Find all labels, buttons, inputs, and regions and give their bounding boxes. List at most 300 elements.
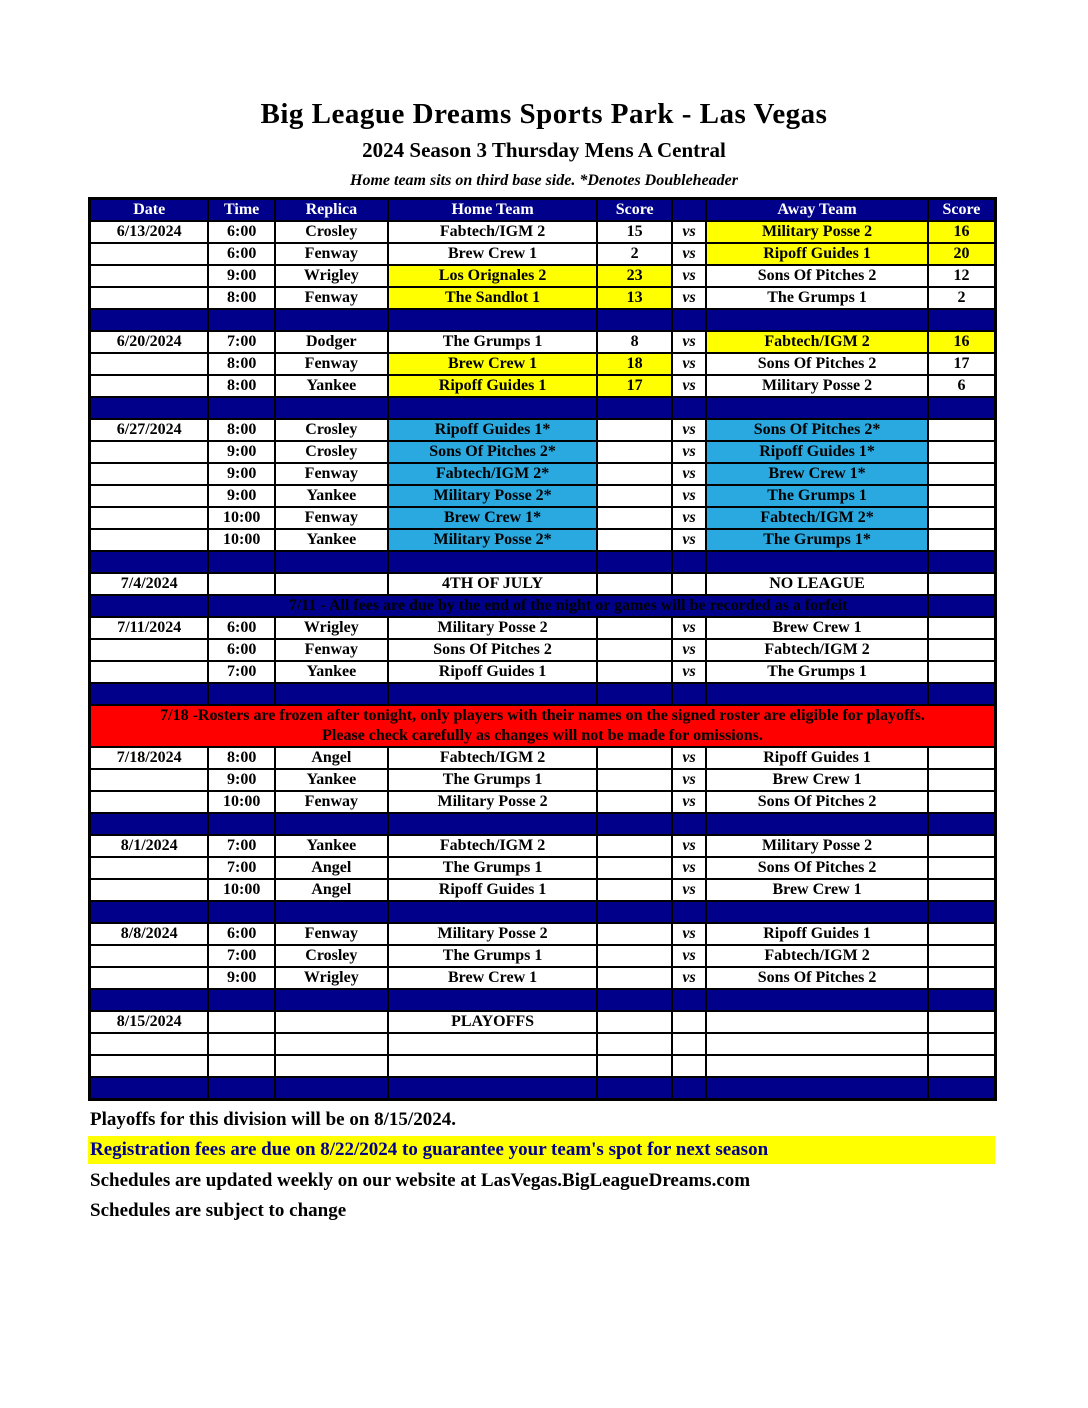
replica-cell: Fenway <box>275 463 388 485</box>
home-team-cell: The Grumps 1 <box>388 331 598 353</box>
date-cell: 8/1/2024 <box>90 835 209 857</box>
time-cell: 8:00 <box>208 353 275 375</box>
time-cell: 7:00 <box>208 857 275 879</box>
home-score-cell <box>597 1011 672 1033</box>
replica-cell: Wrigley <box>275 967 388 989</box>
game-row <box>90 375 996 397</box>
separator-cell <box>388 901 598 923</box>
date-cell: 7/11/2024 <box>90 617 209 639</box>
home-team-cell: Fabtech/IGM 2 <box>388 747 598 769</box>
game-row <box>90 617 996 639</box>
home-score-cell: 2 <box>597 243 672 265</box>
date-cell <box>90 463 209 485</box>
separator-cell <box>275 309 388 331</box>
separator-cell <box>388 683 598 705</box>
time-cell: 10:00 <box>208 791 275 813</box>
replica-cell: Crosley <box>275 419 388 441</box>
separator-cell <box>672 309 706 331</box>
away-score-cell <box>928 791 996 813</box>
separator-cell <box>208 901 275 923</box>
home-score-cell <box>597 945 672 967</box>
time-cell: 7:00 <box>208 835 275 857</box>
replica-cell: Fenway <box>275 923 388 945</box>
home-team-cell: PLAYOFFS <box>388 1011 598 1033</box>
replica-cell: Angel <box>275 857 388 879</box>
home-team-cell: Ripoff Guides 1 <box>388 375 598 397</box>
separator-cell <box>90 901 209 923</box>
time-cell: 6:00 <box>208 221 275 243</box>
away-score-cell <box>928 1011 996 1033</box>
home-team-cell: The Grumps 1 <box>388 769 598 791</box>
vs-cell: vs <box>672 835 706 857</box>
empty-cell <box>90 1033 209 1055</box>
vs-cell: vs <box>672 923 706 945</box>
time-cell: 9:00 <box>208 265 275 287</box>
away-score-cell: 2 <box>928 287 996 309</box>
time-cell: 10:00 <box>208 507 275 529</box>
vs-cell: vs <box>672 441 706 463</box>
vs-cell <box>672 1011 706 1033</box>
home-score-cell <box>597 419 672 441</box>
separator-cell <box>928 397 996 419</box>
empty-cell <box>275 1033 388 1055</box>
away-team-cell: Fabtech/IGM 2 <box>706 331 928 353</box>
replica-cell: Yankee <box>275 835 388 857</box>
away-score-cell <box>928 639 996 661</box>
game-row <box>90 265 996 287</box>
away-score-cell <box>928 835 996 857</box>
game-row <box>90 221 996 243</box>
replica-cell <box>275 1011 388 1033</box>
separator-cell <box>706 901 928 923</box>
away-team-cell: Sons Of Pitches 2 <box>706 791 928 813</box>
vs-cell: vs <box>672 507 706 529</box>
home-team-cell: Military Posse 2 <box>388 617 598 639</box>
away-score-cell: 16 <box>928 331 996 353</box>
page-title: Big League Dreams Sports Park - Las Vegas <box>260 98 828 130</box>
home-team-cell: Military Posse 2 <box>388 791 598 813</box>
time-cell: 8:00 <box>208 747 275 769</box>
game-row <box>90 923 996 945</box>
vs-cell: vs <box>672 287 706 309</box>
separator-cell <box>672 551 706 573</box>
away-score-cell <box>928 879 996 901</box>
empty-cell <box>208 1055 275 1077</box>
page-subtitle: 2024 Season 3 Thursday Mens A Central <box>362 138 726 162</box>
home-score-cell <box>597 573 672 595</box>
away-team-cell: Sons Of Pitches 2 <box>706 857 928 879</box>
empty-cell <box>597 1055 672 1077</box>
away-team-cell: Military Posse 2 <box>706 835 928 857</box>
game-row <box>90 287 996 309</box>
away-team-cell: Ripoff Guides 1 <box>706 923 928 945</box>
game-row <box>90 967 996 989</box>
date-cell: 8/8/2024 <box>90 923 209 945</box>
away-team-cell: Ripoff Guides 1* <box>706 441 928 463</box>
away-team-cell: Brew Crew 1 <box>706 769 928 791</box>
special-row <box>90 1011 996 1033</box>
home-score-cell <box>597 967 672 989</box>
home-score-cell <box>597 441 672 463</box>
replica-cell: Yankee <box>275 485 388 507</box>
away-team-cell: Sons Of Pitches 2 <box>706 353 928 375</box>
vs-cell: vs <box>672 617 706 639</box>
replica-cell: Wrigley <box>275 265 388 287</box>
date-cell <box>90 485 209 507</box>
replica-cell: Fenway <box>275 639 388 661</box>
separator-cell <box>90 309 209 331</box>
away-score-cell <box>928 945 996 967</box>
time-cell: 7:00 <box>208 945 275 967</box>
away-score-cell: 12 <box>928 265 996 287</box>
replica-cell: Fenway <box>275 791 388 813</box>
home-team-note: Home team sits on third base side. *Denotes Doubleheader <box>350 172 738 189</box>
empty-cell <box>928 1033 996 1055</box>
date-cell <box>90 265 209 287</box>
separator-cell <box>706 989 928 1011</box>
date-cell: 7/4/2024 <box>90 573 209 595</box>
date-cell <box>90 879 209 901</box>
vs-cell: vs <box>672 945 706 967</box>
date-cell: 6/27/2024 <box>90 419 209 441</box>
time-cell: 9:00 <box>208 441 275 463</box>
separator-cell <box>597 989 672 1011</box>
time-cell: 10:00 <box>208 529 275 551</box>
fees-banner-text: 7/11 - All fees are due by the end of the night or games will be recorded as a forfeit <box>208 595 927 617</box>
separator-row <box>90 813 996 835</box>
separator-cell <box>597 813 672 835</box>
separator-cell <box>275 1077 388 1100</box>
away-score-cell <box>928 747 996 769</box>
separator-cell <box>672 813 706 835</box>
time-cell <box>208 1011 275 1033</box>
empty-row <box>90 1055 996 1077</box>
vs-cell: vs <box>672 879 706 901</box>
empty-cell <box>706 1033 928 1055</box>
away-team-cell: The Grumps 1 <box>706 661 928 683</box>
home-team-cell: Ripoff Guides 1* <box>388 419 598 441</box>
separator-cell <box>597 1077 672 1100</box>
replica-cell: Crosley <box>275 221 388 243</box>
separator-cell <box>90 397 209 419</box>
game-row <box>90 331 996 353</box>
banner-right-cell <box>928 595 996 617</box>
away-team-cell <box>706 1011 928 1033</box>
separator-cell <box>208 397 275 419</box>
away-team-cell: Military Posse 2 <box>706 221 928 243</box>
home-score-cell <box>597 507 672 529</box>
separator-cell <box>90 551 209 573</box>
away-score-cell <box>928 573 996 595</box>
replica-cell: Yankee <box>275 661 388 683</box>
empty-cell <box>388 1033 598 1055</box>
separator-cell <box>388 813 598 835</box>
game-row <box>90 441 996 463</box>
away-team-cell: Sons Of Pitches 2 <box>706 265 928 287</box>
home-score-cell: 23 <box>597 265 672 287</box>
date-cell: 6/20/2024 <box>90 331 209 353</box>
vs-cell <box>672 573 706 595</box>
separator-row <box>90 989 996 1011</box>
separator-cell <box>388 1077 598 1100</box>
replica-cell <box>275 573 388 595</box>
home-score-cell: 17 <box>597 375 672 397</box>
column-header-replica-2: Replica <box>275 199 388 222</box>
vs-cell: vs <box>672 529 706 551</box>
vs-cell: vs <box>672 639 706 661</box>
away-team-cell: Ripoff Guides 1 <box>706 747 928 769</box>
separator-cell <box>597 309 672 331</box>
vs-cell: vs <box>672 791 706 813</box>
empty-row <box>90 1033 996 1055</box>
time-cell: 7:00 <box>208 331 275 353</box>
time-cell: 6:00 <box>208 243 275 265</box>
vs-cell: vs <box>672 769 706 791</box>
fees-banner-row <box>90 595 996 617</box>
separator-cell <box>928 989 996 1011</box>
vs-cell: vs <box>672 857 706 879</box>
away-team-cell: Brew Crew 1* <box>706 463 928 485</box>
date-cell <box>90 353 209 375</box>
empty-cell <box>672 1055 706 1077</box>
separator-cell <box>275 551 388 573</box>
separator-row <box>90 1077 996 1100</box>
game-row <box>90 857 996 879</box>
empty-cell <box>672 1033 706 1055</box>
home-team-cell: The Grumps 1 <box>388 945 598 967</box>
time-cell: 9:00 <box>208 769 275 791</box>
separator-cell <box>928 901 996 923</box>
replica-cell: Yankee <box>275 769 388 791</box>
separator-row <box>90 309 996 331</box>
replica-cell: Fenway <box>275 507 388 529</box>
home-team-cell: Fabtech/IGM 2* <box>388 463 598 485</box>
game-row <box>90 485 996 507</box>
separator-cell <box>208 989 275 1011</box>
home-score-cell <box>597 639 672 661</box>
separator-cell <box>388 551 598 573</box>
date-cell <box>90 441 209 463</box>
home-score-cell <box>597 923 672 945</box>
home-score-cell <box>597 747 672 769</box>
empty-cell <box>275 1055 388 1077</box>
empty-cell <box>208 1033 275 1055</box>
table-header-row <box>90 199 996 222</box>
away-team-cell: Fabtech/IGM 2 <box>706 639 928 661</box>
away-score-cell: 6 <box>928 375 996 397</box>
away-score-cell <box>928 507 996 529</box>
separator-cell <box>672 1077 706 1100</box>
home-team-cell: The Grumps 1 <box>388 857 598 879</box>
column-header-score-4: Score <box>597 199 672 222</box>
replica-cell: Wrigley <box>275 617 388 639</box>
column-header-away-team-6: Away Team <box>706 199 928 222</box>
separator-cell <box>90 813 209 835</box>
away-team-cell: NO LEAGUE <box>706 573 928 595</box>
column-header-score-7: Score <box>928 199 996 222</box>
game-row <box>90 879 996 901</box>
time-cell: 9:00 <box>208 463 275 485</box>
separator-row <box>90 397 996 419</box>
separator-cell <box>928 683 996 705</box>
separator-cell <box>208 813 275 835</box>
separator-cell <box>706 397 928 419</box>
away-score-cell <box>928 617 996 639</box>
empty-cell <box>388 1055 598 1077</box>
home-score-cell <box>597 791 672 813</box>
empty-cell <box>597 1033 672 1055</box>
home-team-cell: Military Posse 2* <box>388 529 598 551</box>
away-score-cell <box>928 661 996 683</box>
game-row <box>90 791 996 813</box>
date-cell <box>90 243 209 265</box>
game-row <box>90 747 996 769</box>
vs-cell: vs <box>672 967 706 989</box>
date-cell <box>90 791 209 813</box>
away-team-cell: Sons Of Pitches 2 <box>706 967 928 989</box>
home-score-cell <box>597 617 672 639</box>
separator-cell <box>928 309 996 331</box>
home-team-cell: Ripoff Guides 1 <box>388 661 598 683</box>
home-team-cell: Fabtech/IGM 2 <box>388 835 598 857</box>
date-cell: 6/13/2024 <box>90 221 209 243</box>
home-team-cell: The Sandlot 1 <box>388 287 598 309</box>
home-score-cell <box>597 835 672 857</box>
home-score-cell: 15 <box>597 221 672 243</box>
away-score-cell: 20 <box>928 243 996 265</box>
vs-cell: vs <box>672 463 706 485</box>
time-cell: 10:00 <box>208 879 275 901</box>
registration-fees-note: Registration fees are due on 8/22/2024 to guarantee your team's spot for next season <box>88 1136 995 1164</box>
game-row <box>90 661 996 683</box>
time-cell: 6:00 <box>208 923 275 945</box>
separator-cell <box>672 683 706 705</box>
roster-freeze-banner-text: 7/18 -Rosters are frozen after tonight, only players with their names on the signed roster are eligible for playoffs. Please check carefully as changes will not be made for omissions. <box>90 705 996 747</box>
replica-cell: Angel <box>275 879 388 901</box>
home-score-cell: 13 <box>597 287 672 309</box>
time-cell: 9:00 <box>208 485 275 507</box>
vs-cell: vs <box>672 485 706 507</box>
replica-cell: Yankee <box>275 529 388 551</box>
replica-cell: Fenway <box>275 243 388 265</box>
separator-cell <box>275 989 388 1011</box>
separator-cell <box>388 309 598 331</box>
separator-cell <box>672 397 706 419</box>
away-score-cell <box>928 769 996 791</box>
away-team-cell: Fabtech/IGM 2* <box>706 507 928 529</box>
game-row <box>90 507 996 529</box>
replica-cell: Fenway <box>275 353 388 375</box>
away-score-cell <box>928 967 996 989</box>
date-cell <box>90 287 209 309</box>
home-score-cell <box>597 769 672 791</box>
vs-cell: vs <box>672 747 706 769</box>
date-cell <box>90 375 209 397</box>
time-cell: 6:00 <box>208 639 275 661</box>
home-score-cell <box>597 857 672 879</box>
separator-cell <box>208 1077 275 1100</box>
away-team-cell: Ripoff Guides 1 <box>706 243 928 265</box>
replica-cell: Angel <box>275 747 388 769</box>
home-score-cell <box>597 485 672 507</box>
home-team-cell: 4TH OF JULY <box>388 573 598 595</box>
game-row <box>90 835 996 857</box>
separator-row <box>90 901 996 923</box>
home-team-cell: Sons Of Pitches 2* <box>388 441 598 463</box>
separator-cell <box>208 551 275 573</box>
home-team-cell: Brew Crew 1 <box>388 243 598 265</box>
game-row <box>90 529 996 551</box>
time-cell: 8:00 <box>208 287 275 309</box>
column-header-date-0: Date <box>90 199 209 222</box>
time-cell <box>208 573 275 595</box>
vs-cell: vs <box>672 375 706 397</box>
replica-cell: Fenway <box>275 287 388 309</box>
away-score-cell <box>928 419 996 441</box>
date-cell <box>90 661 209 683</box>
separator-cell <box>706 683 928 705</box>
document-footer <box>88 1107 997 1224</box>
website-note: Schedules are updated weekly on our website at LasVegas.BigLeagueDreams.com <box>90 1170 751 1191</box>
game-row <box>90 243 996 265</box>
home-score-cell <box>597 661 672 683</box>
away-score-cell: 17 <box>928 353 996 375</box>
home-score-cell <box>597 529 672 551</box>
away-team-cell: Fabtech/IGM 2 <box>706 945 928 967</box>
special-row <box>90 573 996 595</box>
away-team-cell: The Grumps 1* <box>706 529 928 551</box>
vs-cell: vs <box>672 353 706 375</box>
date-cell <box>90 639 209 661</box>
separator-cell <box>388 397 598 419</box>
column-header-time-1: Time <box>208 199 275 222</box>
separator-cell <box>275 683 388 705</box>
separator-cell <box>928 813 996 835</box>
separator-cell <box>275 901 388 923</box>
separator-cell <box>208 309 275 331</box>
home-score-cell: 8 <box>597 331 672 353</box>
replica-cell: Dodger <box>275 331 388 353</box>
vs-cell: vs <box>672 265 706 287</box>
game-row <box>90 639 996 661</box>
vs-cell: vs <box>672 661 706 683</box>
separator-cell <box>928 1077 996 1100</box>
vs-cell: vs <box>672 243 706 265</box>
time-cell: 9:00 <box>208 967 275 989</box>
empty-cell <box>928 1055 996 1077</box>
date-cell: 8/15/2024 <box>90 1011 209 1033</box>
home-score-cell <box>597 879 672 901</box>
replica-cell: Crosley <box>275 441 388 463</box>
game-row <box>90 463 996 485</box>
away-score-cell <box>928 923 996 945</box>
replica-cell: Yankee <box>275 375 388 397</box>
home-team-cell: Military Posse 2 <box>388 923 598 945</box>
separator-row <box>90 683 996 705</box>
separator-cell <box>706 813 928 835</box>
separator-cell <box>90 989 209 1011</box>
away-score-cell <box>928 441 996 463</box>
separator-cell <box>672 989 706 1011</box>
game-row <box>90 769 996 791</box>
separator-cell <box>706 309 928 331</box>
home-team-cell: Brew Crew 1 <box>388 967 598 989</box>
home-team-cell: Fabtech/IGM 2 <box>388 221 598 243</box>
game-row <box>90 353 996 375</box>
schedule-table <box>88 197 997 1101</box>
separator-cell <box>275 813 388 835</box>
time-cell: 8:00 <box>208 419 275 441</box>
